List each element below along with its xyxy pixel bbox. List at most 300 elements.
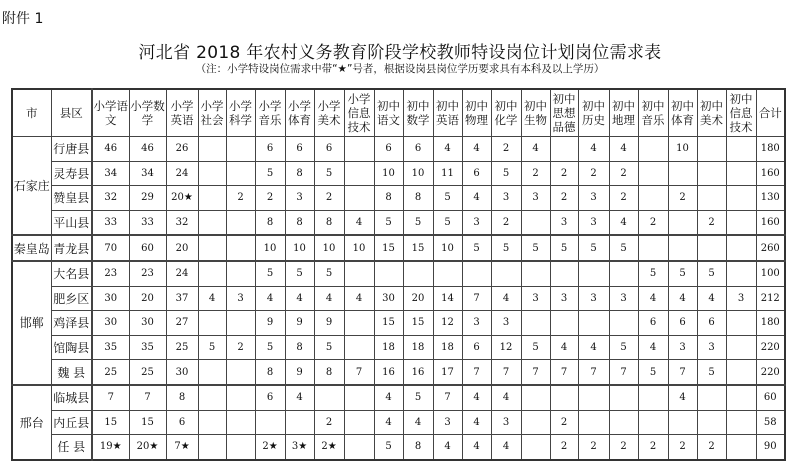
- county-cell: 鸡泽县: [51, 311, 92, 336]
- value-cell: 34: [129, 161, 166, 186]
- column-header: 初中数学: [403, 89, 433, 137]
- value-cell: [344, 335, 374, 360]
- value-cell: 4: [403, 410, 433, 435]
- demand-table: [11, 88, 786, 461]
- value-cell: 7: [344, 360, 374, 385]
- value-cell: 25: [92, 360, 129, 385]
- value-cell: 4: [668, 385, 697, 410]
- value-cell: 10: [668, 137, 697, 162]
- value-cell: 3: [491, 311, 521, 336]
- value-cell: [226, 235, 255, 261]
- value-cell: 4: [491, 286, 521, 311]
- value-cell: 6: [314, 137, 344, 162]
- value-cell: 37: [166, 286, 198, 311]
- value-cell: 19★: [92, 435, 129, 460]
- value-cell: 2: [550, 186, 578, 211]
- value-cell: 20★: [129, 435, 166, 460]
- value-cell: 32: [166, 210, 198, 235]
- value-cell: [344, 410, 374, 435]
- value-cell: [198, 186, 226, 211]
- value-cell: 5: [668, 261, 697, 286]
- value-cell: 3: [226, 286, 255, 311]
- value-cell: 4: [433, 435, 462, 460]
- value-cell: [344, 385, 374, 410]
- value-cell: 4: [578, 137, 609, 162]
- value-cell: 4: [550, 335, 578, 360]
- value-cell: 15: [374, 311, 403, 336]
- value-cell: 9: [285, 311, 314, 336]
- table-row: [12, 261, 785, 286]
- value-cell: 2: [609, 161, 638, 186]
- value-cell: 4: [638, 286, 668, 311]
- value-cell: 33: [92, 210, 129, 235]
- county-cell: 青龙县: [51, 235, 92, 261]
- county-cell: 灵寿县: [51, 161, 92, 186]
- value-cell: 4: [433, 137, 462, 162]
- value-cell: [638, 186, 668, 211]
- county-cell: 内丘县: [51, 410, 92, 435]
- value-cell: 4: [198, 286, 226, 311]
- table-row: [12, 360, 785, 385]
- value-cell: 8: [374, 186, 403, 211]
- county-cell: 平山县: [51, 210, 92, 235]
- column-header: 初中思想品德: [550, 89, 578, 137]
- value-cell: 8: [285, 161, 314, 186]
- value-cell: [578, 385, 609, 410]
- value-cell: 32: [92, 186, 129, 211]
- total-cell: 180: [756, 137, 785, 162]
- value-cell: [344, 261, 374, 286]
- value-cell: 7: [578, 360, 609, 385]
- column-header: 初中化学: [491, 89, 521, 137]
- column-header: 市: [12, 89, 51, 137]
- value-cell: 2★: [314, 435, 344, 460]
- value-cell: 5: [255, 161, 285, 186]
- value-cell: 15: [129, 410, 166, 435]
- value-cell: 2: [226, 186, 255, 211]
- value-cell: 10: [314, 235, 344, 261]
- value-cell: 3: [550, 210, 578, 235]
- value-cell: 7: [129, 385, 166, 410]
- value-cell: 4: [285, 385, 314, 410]
- value-cell: 5: [374, 210, 403, 235]
- value-cell: 4: [462, 385, 491, 410]
- total-cell: 90: [756, 435, 785, 460]
- value-cell: [344, 161, 374, 186]
- value-cell: [374, 261, 403, 286]
- header-row: [12, 89, 785, 137]
- value-cell: 5: [578, 235, 609, 261]
- value-cell: [521, 261, 550, 286]
- value-cell: 2★: [255, 435, 285, 460]
- value-cell: 6: [638, 311, 668, 336]
- value-cell: [697, 186, 726, 211]
- column-header: 小学社会: [198, 89, 226, 137]
- value-cell: 2: [314, 410, 344, 435]
- value-cell: 7: [462, 360, 491, 385]
- value-cell: [726, 435, 756, 460]
- total-cell: 160: [756, 161, 785, 186]
- value-cell: 5: [433, 210, 462, 235]
- value-cell: 3: [578, 286, 609, 311]
- value-cell: 2: [578, 435, 609, 460]
- value-cell: 15: [403, 311, 433, 336]
- value-cell: 25: [166, 335, 198, 360]
- value-cell: [198, 235, 226, 261]
- value-cell: [726, 335, 756, 360]
- value-cell: 5: [314, 161, 344, 186]
- value-cell: 15: [403, 235, 433, 261]
- value-cell: 5: [198, 335, 226, 360]
- value-cell: [609, 410, 638, 435]
- value-cell: 2: [550, 161, 578, 186]
- value-cell: [638, 385, 668, 410]
- column-header: 小学音乐: [255, 89, 285, 137]
- value-cell: 5: [255, 335, 285, 360]
- value-cell: 2: [521, 161, 550, 186]
- column-header: 小学体育: [285, 89, 314, 137]
- value-cell: 5: [433, 186, 462, 211]
- value-cell: 4: [668, 286, 697, 311]
- value-cell: 2: [491, 210, 521, 235]
- value-cell: [726, 137, 756, 162]
- value-cell: 4: [285, 286, 314, 311]
- value-cell: 8: [285, 335, 314, 360]
- value-cell: [609, 261, 638, 286]
- value-cell: 2: [550, 435, 578, 460]
- value-cell: 27: [166, 311, 198, 336]
- value-cell: [344, 186, 374, 211]
- value-cell: 5: [285, 261, 314, 286]
- value-cell: 4: [255, 286, 285, 311]
- value-cell: 4: [578, 335, 609, 360]
- value-cell: 5: [491, 235, 521, 261]
- value-cell: 2: [697, 210, 726, 235]
- value-cell: [198, 435, 226, 460]
- value-cell: 3★: [285, 435, 314, 460]
- value-cell: 46: [92, 137, 129, 162]
- value-cell: 16: [374, 360, 403, 385]
- value-cell: 6: [255, 137, 285, 162]
- value-cell: 5: [491, 161, 521, 186]
- value-cell: 30: [129, 311, 166, 336]
- value-cell: [491, 261, 521, 286]
- column-header: 初中语文: [374, 89, 403, 137]
- value-cell: 9: [255, 311, 285, 336]
- column-header: 县区: [51, 89, 92, 137]
- city-cell: 石家庄: [12, 137, 51, 236]
- city-cell: 秦皇岛: [12, 235, 51, 261]
- value-cell: [550, 311, 578, 336]
- value-cell: 35: [92, 335, 129, 360]
- value-cell: [198, 261, 226, 286]
- table-row: [12, 311, 785, 336]
- county-cell: 行唐县: [51, 137, 92, 162]
- column-header: 小学信息技术: [344, 89, 374, 137]
- table-row: [12, 235, 785, 261]
- value-cell: [697, 137, 726, 162]
- value-cell: 7: [668, 360, 697, 385]
- value-cell: [226, 435, 255, 460]
- value-cell: [226, 261, 255, 286]
- value-cell: [578, 410, 609, 435]
- value-cell: 6: [697, 311, 726, 336]
- value-cell: 4: [344, 210, 374, 235]
- value-cell: 6: [668, 311, 697, 336]
- value-cell: 3: [521, 286, 550, 311]
- value-cell: [198, 311, 226, 336]
- value-cell: 18: [374, 335, 403, 360]
- value-cell: 8: [285, 210, 314, 235]
- value-cell: [726, 311, 756, 336]
- column-header: 合计: [756, 89, 785, 137]
- value-cell: [198, 385, 226, 410]
- value-cell: [726, 161, 756, 186]
- value-cell: 5: [521, 235, 550, 261]
- value-cell: 7★: [166, 435, 198, 460]
- value-cell: 16: [403, 360, 433, 385]
- value-cell: 6: [403, 137, 433, 162]
- value-cell: 8: [166, 385, 198, 410]
- value-cell: [198, 137, 226, 162]
- column-header: 初中音乐: [638, 89, 668, 137]
- value-cell: 3: [462, 311, 491, 336]
- value-cell: 7: [433, 385, 462, 410]
- value-cell: 30: [166, 360, 198, 385]
- value-cell: [726, 410, 756, 435]
- value-cell: 3: [697, 335, 726, 360]
- value-cell: [668, 210, 697, 235]
- value-cell: [638, 161, 668, 186]
- value-cell: [638, 235, 668, 261]
- column-header: 小学英语: [166, 89, 198, 137]
- value-cell: [521, 385, 550, 410]
- value-cell: 5: [403, 385, 433, 410]
- attachment-label: 附件 1: [2, 11, 44, 27]
- value-cell: 7: [462, 286, 491, 311]
- value-cell: [550, 261, 578, 286]
- value-cell: 2: [314, 186, 344, 211]
- value-cell: [609, 311, 638, 336]
- value-cell: 30: [92, 311, 129, 336]
- total-cell: 180: [756, 311, 785, 336]
- value-cell: 20: [403, 286, 433, 311]
- value-cell: 33: [129, 210, 166, 235]
- column-header: 小学语文: [92, 89, 129, 137]
- table-row: [12, 286, 785, 311]
- value-cell: 5: [255, 261, 285, 286]
- value-cell: 3: [578, 186, 609, 211]
- value-cell: [726, 210, 756, 235]
- value-cell: 4: [462, 410, 491, 435]
- value-cell: 5: [462, 235, 491, 261]
- value-cell: 8: [403, 435, 433, 460]
- county-cell: 魏 县: [51, 360, 92, 385]
- value-cell: [462, 261, 491, 286]
- county-cell: 赞皇县: [51, 186, 92, 211]
- value-cell: 12: [491, 335, 521, 360]
- value-cell: 4: [314, 286, 344, 311]
- total-cell: 260: [756, 235, 785, 261]
- value-cell: 2: [668, 435, 697, 460]
- value-cell: 4: [491, 385, 521, 410]
- value-cell: [226, 137, 255, 162]
- column-header: 初中体育: [668, 89, 697, 137]
- value-cell: 70: [92, 235, 129, 261]
- value-cell: 23: [92, 261, 129, 286]
- total-cell: 58: [756, 410, 785, 435]
- value-cell: 5: [638, 261, 668, 286]
- value-cell: 5: [697, 261, 726, 286]
- county-cell: 任 县: [51, 435, 92, 460]
- value-cell: 3: [578, 210, 609, 235]
- value-cell: [668, 410, 697, 435]
- value-cell: 25: [129, 360, 166, 385]
- column-header: 初中生物: [521, 89, 550, 137]
- value-cell: 4: [374, 410, 403, 435]
- value-cell: 7: [521, 360, 550, 385]
- value-cell: [255, 410, 285, 435]
- value-cell: [344, 137, 374, 162]
- value-cell: 20: [129, 286, 166, 311]
- value-cell: [697, 161, 726, 186]
- value-cell: 14: [433, 286, 462, 311]
- value-cell: 2: [491, 137, 521, 162]
- value-cell: 2: [550, 410, 578, 435]
- value-cell: [198, 210, 226, 235]
- value-cell: [726, 385, 756, 410]
- column-header: 初中美术: [697, 89, 726, 137]
- value-cell: 18: [433, 335, 462, 360]
- value-cell: [226, 210, 255, 235]
- value-cell: 4: [462, 186, 491, 211]
- table-row: [12, 335, 785, 360]
- table-row: [12, 410, 785, 435]
- value-cell: [226, 161, 255, 186]
- county-cell: 临城县: [51, 385, 92, 410]
- total-cell: 60: [756, 385, 785, 410]
- value-cell: 4: [638, 335, 668, 360]
- value-cell: 5: [521, 335, 550, 360]
- value-cell: [433, 261, 462, 286]
- value-cell: [344, 311, 374, 336]
- value-cell: [638, 410, 668, 435]
- value-cell: 3: [609, 286, 638, 311]
- value-cell: [697, 385, 726, 410]
- value-cell: 2: [578, 161, 609, 186]
- value-cell: 2: [226, 335, 255, 360]
- value-cell: 8: [314, 210, 344, 235]
- column-header: 初中物理: [462, 89, 491, 137]
- value-cell: 46: [129, 137, 166, 162]
- table-row: [12, 186, 785, 211]
- value-cell: 9: [314, 311, 344, 336]
- column-header: 小学美术: [314, 89, 344, 137]
- value-cell: [403, 261, 433, 286]
- value-cell: 4: [374, 385, 403, 410]
- value-cell: 11: [433, 161, 462, 186]
- value-cell: 35: [129, 335, 166, 360]
- value-cell: [226, 410, 255, 435]
- value-cell: 29: [129, 186, 166, 211]
- table-row: [12, 161, 785, 186]
- value-cell: 10: [433, 235, 462, 261]
- value-cell: 20★: [166, 186, 198, 211]
- value-cell: 10: [374, 161, 403, 186]
- value-cell: 3: [668, 335, 697, 360]
- value-cell: 3: [285, 186, 314, 211]
- value-cell: 5: [697, 360, 726, 385]
- value-cell: 8: [255, 210, 285, 235]
- value-cell: 23: [129, 261, 166, 286]
- value-cell: 24: [166, 261, 198, 286]
- value-cell: 6: [462, 161, 491, 186]
- value-cell: 10: [344, 235, 374, 261]
- county-cell: 馆陶县: [51, 335, 92, 360]
- table-note: （注：小学特设岗位需求中带“★”号者，根据设岗县岗位学历要求具有本科及以上学历）: [195, 63, 605, 75]
- value-cell: 4: [521, 137, 550, 162]
- value-cell: [668, 235, 697, 261]
- value-cell: [550, 137, 578, 162]
- total-cell: 220: [756, 360, 785, 385]
- value-cell: [638, 137, 668, 162]
- value-cell: 4: [697, 286, 726, 311]
- value-cell: 2: [255, 186, 285, 211]
- value-cell: [344, 435, 374, 460]
- table-row: [12, 385, 785, 410]
- value-cell: 5: [374, 435, 403, 460]
- column-header: 小学数学: [129, 89, 166, 137]
- value-cell: 3: [491, 186, 521, 211]
- value-cell: [697, 235, 726, 261]
- value-cell: 15: [374, 235, 403, 261]
- value-cell: 6: [374, 137, 403, 162]
- value-cell: [578, 311, 609, 336]
- value-cell: 5: [403, 210, 433, 235]
- value-cell: 9: [285, 360, 314, 385]
- value-cell: 2: [697, 435, 726, 460]
- value-cell: 18: [403, 335, 433, 360]
- value-cell: 10: [255, 235, 285, 261]
- total-cell: 212: [756, 286, 785, 311]
- value-cell: 30: [374, 286, 403, 311]
- value-cell: [285, 410, 314, 435]
- value-cell: 5: [638, 360, 668, 385]
- value-cell: [226, 360, 255, 385]
- value-cell: 4: [491, 435, 521, 460]
- value-cell: 7: [491, 360, 521, 385]
- table-row: [12, 137, 785, 162]
- county-cell: 肥乡区: [51, 286, 92, 311]
- value-cell: [521, 410, 550, 435]
- value-cell: 4: [344, 286, 374, 311]
- value-cell: [726, 360, 756, 385]
- value-cell: [521, 311, 550, 336]
- value-cell: 7: [550, 360, 578, 385]
- value-cell: 2: [638, 210, 668, 235]
- value-cell: 12: [433, 311, 462, 336]
- value-cell: 30: [92, 286, 129, 311]
- city-cell: 邯郸: [12, 261, 51, 385]
- value-cell: 2: [609, 435, 638, 460]
- value-cell: 20: [166, 235, 198, 261]
- total-cell: 100: [756, 261, 785, 286]
- value-cell: 4: [462, 137, 491, 162]
- value-cell: [521, 210, 550, 235]
- value-cell: 8: [403, 186, 433, 211]
- value-cell: 3: [726, 286, 756, 311]
- value-cell: [550, 385, 578, 410]
